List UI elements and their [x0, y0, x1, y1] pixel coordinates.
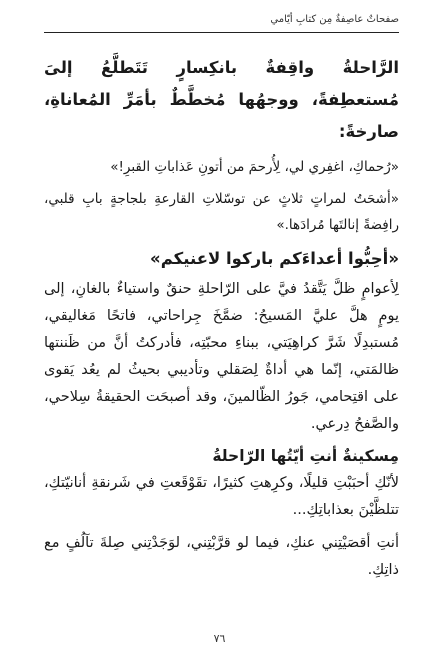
section-heading-1: «أحِبُّوا أعداءَكم باركوا لاعنيكم» [150, 249, 399, 268]
intro-paragraph: الرَّاحلةُ واقِفةٌ بانكِسارٍ تَتَطلَّعُ إلىَ مُستعطِفةً، ووجهُها مُخطَّطٌ بأمَرِّ المُعاناةِ، صارخةً: [44, 58, 399, 141]
body-paragraph-1: لِأعوامٍ ظلَّ يَتَّقدُ فيَّ على الرّاحلةِ حنقٌ واستياءٌ بالغانِ، إلى يومٍ هلَّ عليَّ المَسيحُ: ضمَّخَ جِراحاتي، فاتحًا مَغاليقي، مُستبدِلًا شَرَّ كراهِيَتي، ببناءِ محبّتِه، فأدركتُ أنَّ من ظَننتها ظالمَتي، إنّما هي أداةٌ لِصَقلي وتأديبي بحيثُ لم يعُد يَقوى على اقتِحامي، جَورُ الظّالمينَ، وقد أصبحَت الحقيقةُ سِلاحي، والصَّفحُ دِرعي. [44, 281, 399, 432]
page-body [44, 52, 399, 584]
section-heading-2: مِسكينةٌ أنتِ أيّتُها الرّاحلةُ [212, 447, 399, 465]
body-paragraph-2: لأنّكِ أحبَبْتِ قليلًا، وكرِهتِ كثيرًا، تقَوْقَعتِ في شَرنقةِ أنانيّتكِ، تتلظَّيْنَ بعذاباتِكِ... [44, 475, 399, 518]
quote-paragraph-2: «أشحَتُ لمراتٍ ثلاثٍ عن توسّلاتِ القارعةِ بلجاجةٍ بابِ قلبي، رافِضةً إنالتَها مُرادَها.» [44, 191, 399, 233]
page-number: ٧٦ [213, 632, 226, 645]
header-divider [44, 32, 399, 33]
running-header: صفحاتٌ عاصِفةٌ مِن كتابِ أيّامي [270, 14, 399, 25]
body-paragraph-3: أنتِ أقصَيْتِني عنكِ، فيما لو قرَّبْتِني، لوَجَدْتِني صِلةَ تآلُفٍ مع ذاتِكِ. [44, 535, 399, 578]
quote-paragraph-1: «رُحماكِ، اغفِري لي، لِأُرحمَ من أتونِ عَذاباتِ القبرِ!» [110, 159, 399, 175]
